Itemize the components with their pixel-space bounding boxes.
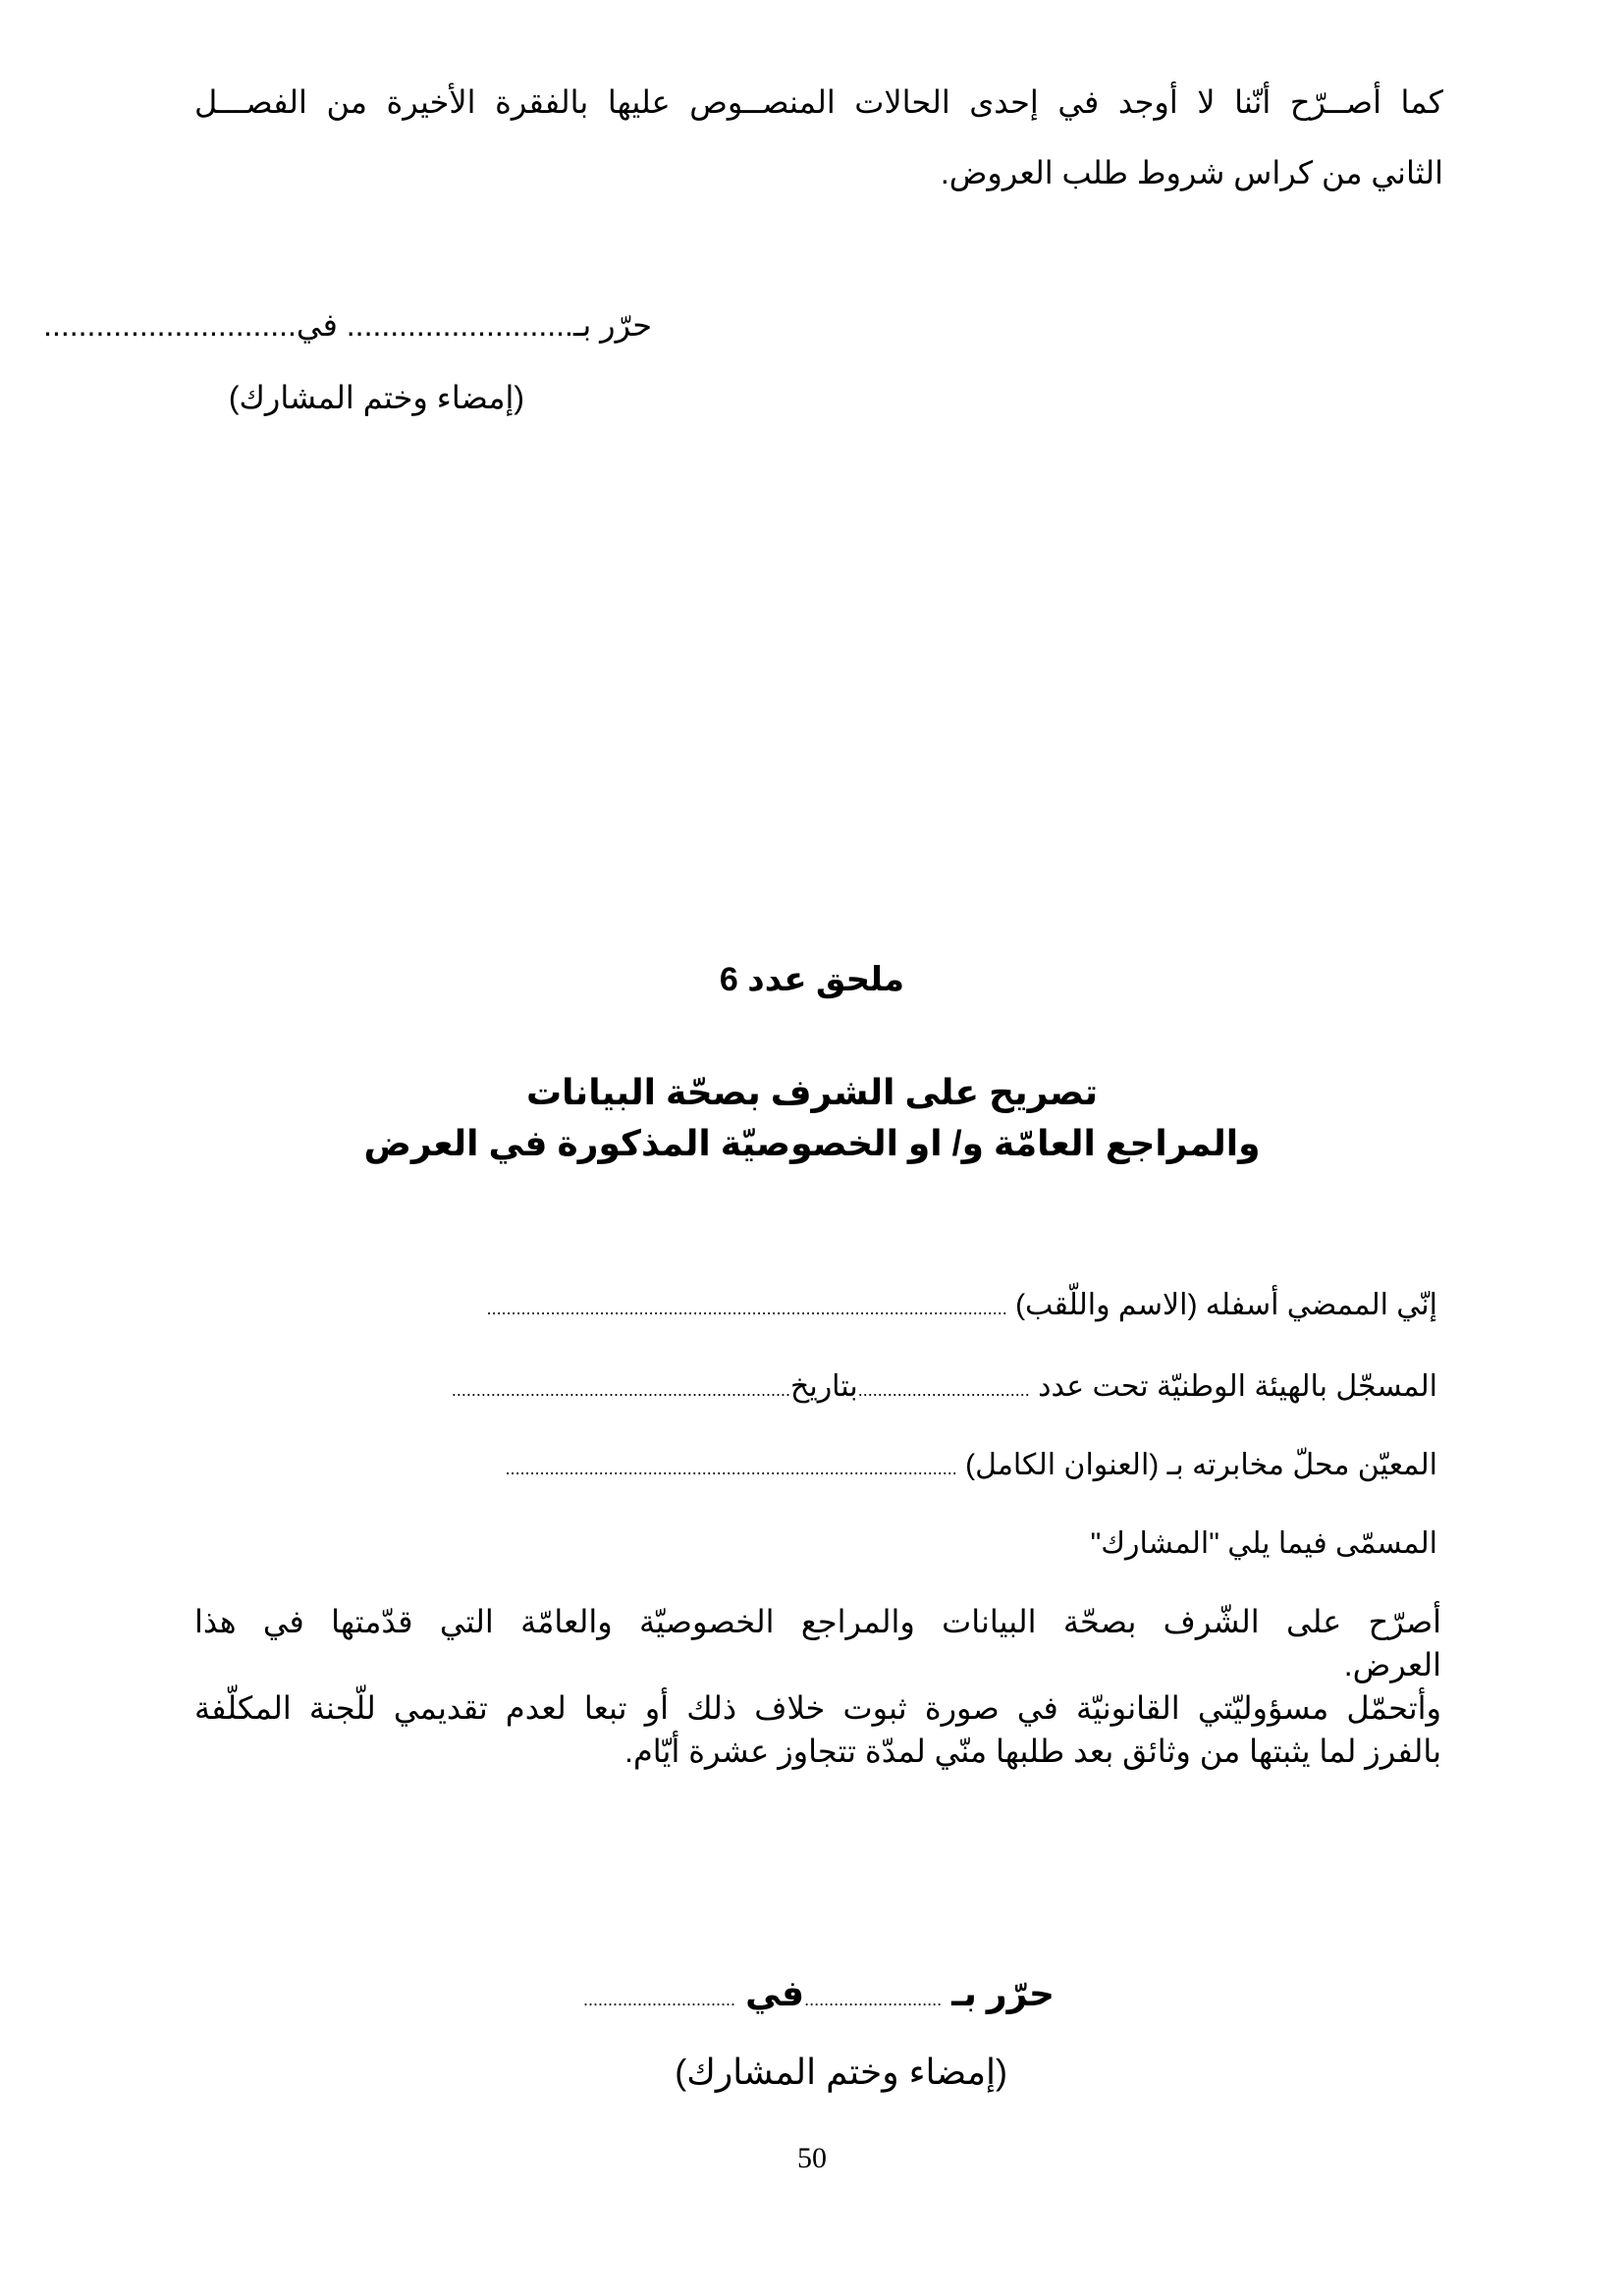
intro-line-2: الثاني من كراس شروط طلب العروض. [940, 155, 1443, 190]
body-para-2-line-2: بالفرز لما يثبتها من وثائق بعد طلبها منّي لمدّة تتجاوز عشرة أيّام. [624, 1734, 1441, 1769]
field-registration [452, 1369, 1437, 1404]
field-registration-blank: ................................... [857, 1380, 1030, 1400]
field-address-label: المعيّن محلّ مخابرته بـ (العنوان الكامل) [965, 1449, 1437, 1481]
field-date-blank: ..................................................................... [451, 1380, 790, 1400]
field-alias: المسمّى فيما يلي "المشارك" [1090, 1527, 1437, 1560]
body-para-2-line-1: وأتحمّل مسؤوليّتي القانونيّة في صورة ثبوت خلاف ذلك أو تبعا لعدم تقديمي للّجنة المكلّفة [194, 1690, 1441, 1726]
field-date-label: بتاريخ [789, 1370, 858, 1403]
field-name-blank: .......................................................................................................... [486, 1299, 1007, 1318]
signature-in-word: في [745, 1973, 805, 2013]
declaration-body [194, 1600, 1441, 1773]
intro-paragraph [194, 67, 1443, 208]
annex-title: ملحق عدد 6 [719, 961, 905, 998]
field-name [487, 1288, 1437, 1322]
field-name-label: إنّي الممضي أسفله (الاسم واللّقب) [1015, 1289, 1437, 1321]
field-address [506, 1448, 1437, 1482]
signature-line-bottom [583, 1973, 1055, 2014]
declaration-title-line-1: تصريح على الشرف بصحّة البيانات [525, 1072, 1098, 1112]
signature-line-top: حرّر بـ.......................... في............................. [43, 307, 652, 343]
body-para-1-line-2: العرض. [1343, 1647, 1441, 1682]
field-address-blank: ............................................................................................ [505, 1459, 957, 1478]
body-para-1-line-1: أصرّح على الشّرف بصحّة البيانات والمراجع الخصوصيّة والعامّة التي قدّمتها في هذا [194, 1604, 1441, 1639]
signature-caption-bottom: (إمضاء وختم المشارك) [675, 2052, 1007, 2092]
field-registration-label: المسجّل بالهيئة الوطنيّة تحت عدد [1038, 1370, 1437, 1403]
signature-caption-top: (إمضاء وختم المشارك) [228, 380, 524, 415]
signature-place-blank: ............................ [804, 1990, 943, 2009]
declaration-title-line-2: والمراجع العامّة و/ او الخصوصيّة المذكورة في العرض [363, 1123, 1261, 1163]
declaration-title [0, 1067, 1624, 1169]
intro-line-1: كما أصــرّح أنّنا لا أوجد في إحدى الحالات المنصــوص عليها بالفقرة الأخيرة من الفصـــل [194, 84, 1443, 120]
signature-made-at: حرّر بـ [951, 1973, 1055, 2013]
page-number: 50 [797, 2142, 827, 2174]
signature-date-blank: ............................... [583, 1990, 736, 2009]
